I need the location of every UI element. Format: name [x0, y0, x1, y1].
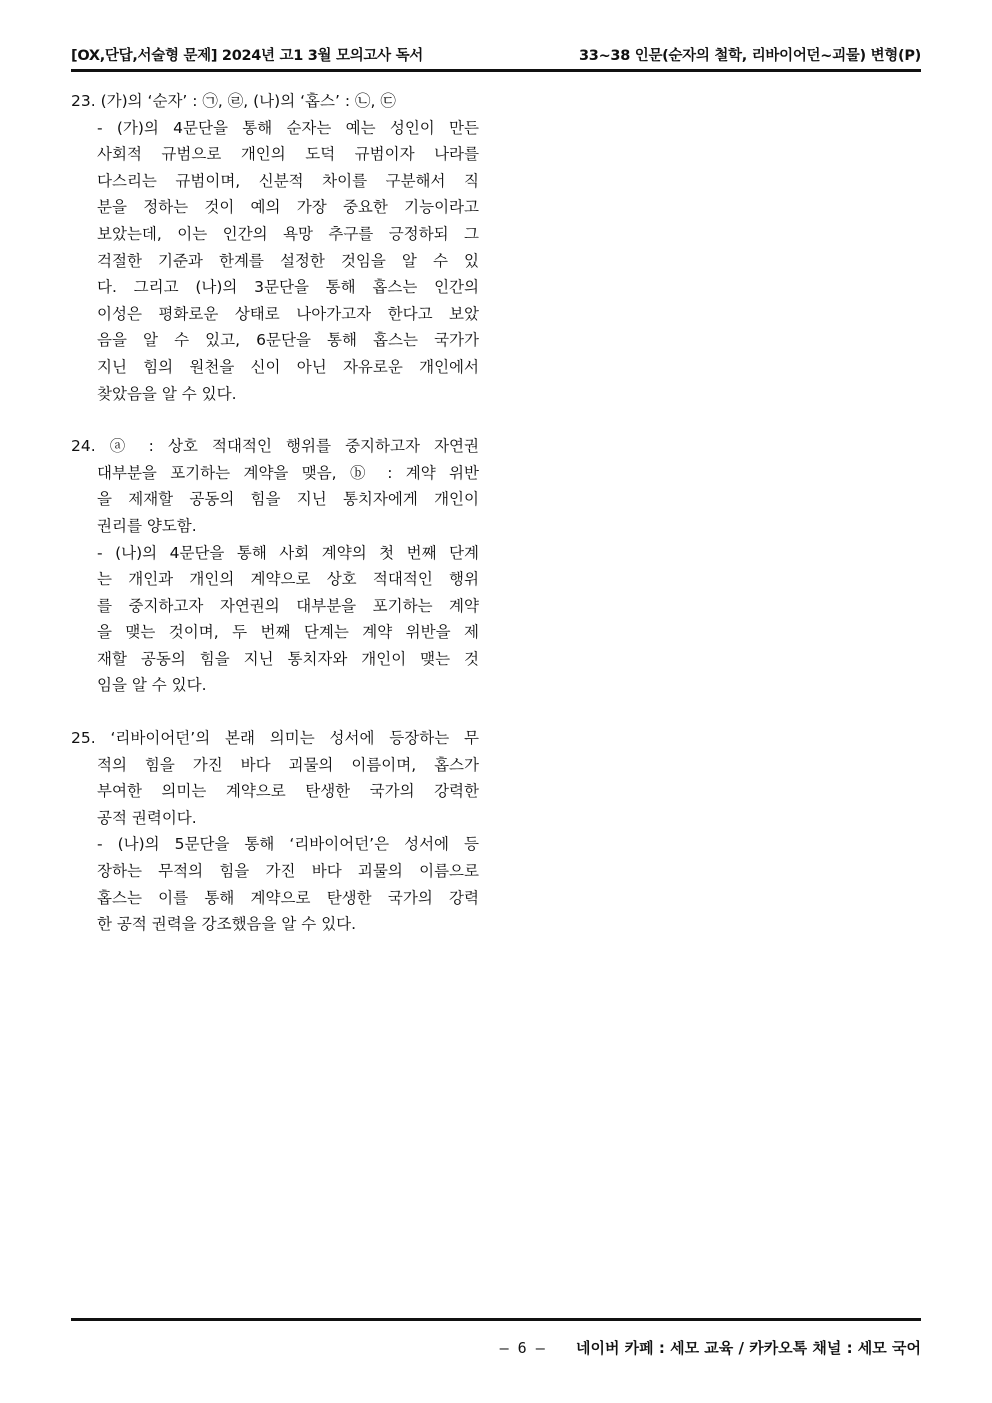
- answer-line: 23. (가)의 ‘순자’ : ㉠, ㉣, (나)의 ‘홉스’ : ㉡, ㉢: [71, 92, 396, 110]
- answer-line: 홉스는 이를 통해 계약으로 탄생한 국가의 강력: [97, 888, 479, 907]
- answer-line: 한 공적 권력을 강조했음을 알 수 있다.: [97, 915, 357, 934]
- page-header: [71, 44, 921, 66]
- answer-line: 걱절한 기준과 한계를 설정한 것임을 알 수 있: [97, 251, 479, 270]
- answer-line: 24. ⓐ : 상호 적대적인 행위를 중지하고자 자연권: [71, 437, 479, 456]
- answer-line: 분을 정하는 것이 예의 가장 중요한 기능이라고: [97, 198, 479, 217]
- answer-line: 25. ‘리바이어던’의 본래 의미는 성서에 등장하는 무: [71, 729, 479, 748]
- header-subtitle: 33~38 인문(순자의 철학, 리바이어던~괴물) 변형(P): [578, 48, 921, 64]
- answer-line: 음을 알 수 있고, 6문단을 통해 홉스는 국가가: [97, 331, 479, 350]
- answer-line: - (나)의 4문단을 통해 사회 계약의 첫 번째 단계: [97, 543, 479, 562]
- answer-line: 부여한 의미는 계약으로 탄생한 국가의 강력한: [97, 782, 479, 801]
- answer-line: 사회적 규범으로 개인의 도덕 규범이자 나라를: [97, 145, 479, 164]
- answer-line: - (가)의 4문단을 통해 순자는 예는 성인이 만든: [97, 118, 479, 137]
- answer-line: 이성은 평화로운 상태로 나아가고자 한다고 보았: [97, 304, 479, 323]
- answer-line: 권리를 양도함.: [97, 516, 197, 535]
- answer-line: 임을 알 수 있다.: [97, 676, 207, 695]
- answer-line: - (나)의 5문단을 통해 ‘리바이어던’은 성서에 등: [97, 835, 479, 854]
- page-number: – 6 –: [499, 1339, 545, 1357]
- answer-item-24: [71, 433, 479, 699]
- answer-line: 공적 권력이다.: [97, 808, 197, 827]
- footer-text: 네이버 카페 : 세모 교육 / 카카오톡 채널 : 세모 국어: [575, 1339, 921, 1357]
- answer-line: 적의 힘을 가진 바다 괴물의 이름이며, 홉스가: [97, 755, 479, 774]
- answer-line: 찾았음을 알 수 있다.: [97, 384, 237, 403]
- answer-line: 대부분을 포기하는 계약을 맺음, ⓑ : 계약 위반: [97, 463, 479, 482]
- answer-line: 장하는 무적의 힘을 가진 바다 괴물의 이름으로: [97, 862, 479, 881]
- header-divider: [71, 69, 921, 72]
- header-title: [OX,단답,서술형 문제] 2024년 고1 3월 모의고사 독서: [71, 48, 423, 64]
- answer-line: 다. 그리고 (나)의 3문단을 통해 홉스는 인간의: [97, 278, 479, 297]
- answer-line: 을 맺는 것이며, 두 번째 단계는 계약 위반을 제: [97, 623, 479, 642]
- answer-item-25: [71, 725, 479, 938]
- answer-line: 는 개인과 개인의 계약으로 상호 적대적인 행위: [97, 570, 479, 589]
- answer-line: 다스리는 규범이며, 신분적 차이를 구분해서 직: [97, 171, 479, 190]
- answer-item-23: [71, 88, 479, 407]
- answer-line: 을 제재할 공동의 힘을 지닌 통치자에게 개인이: [97, 490, 479, 509]
- answer-line: 보았는데, 이는 인간의 욕망 추구를 긍정하되 그: [97, 224, 479, 243]
- answer-line: 를 중지하고자 자연권의 대부분을 포기하는 계약: [97, 596, 479, 615]
- footer-divider: [71, 1318, 921, 1321]
- answer-line: 재할 공동의 힘을 지닌 통치자와 개인이 맺는 것: [97, 649, 479, 668]
- answer-line: 지닌 힘의 원천을 신이 아닌 자유로운 개인에서: [97, 357, 479, 376]
- page-footer: [500, 1337, 921, 1358]
- answer-column: [71, 88, 479, 964]
